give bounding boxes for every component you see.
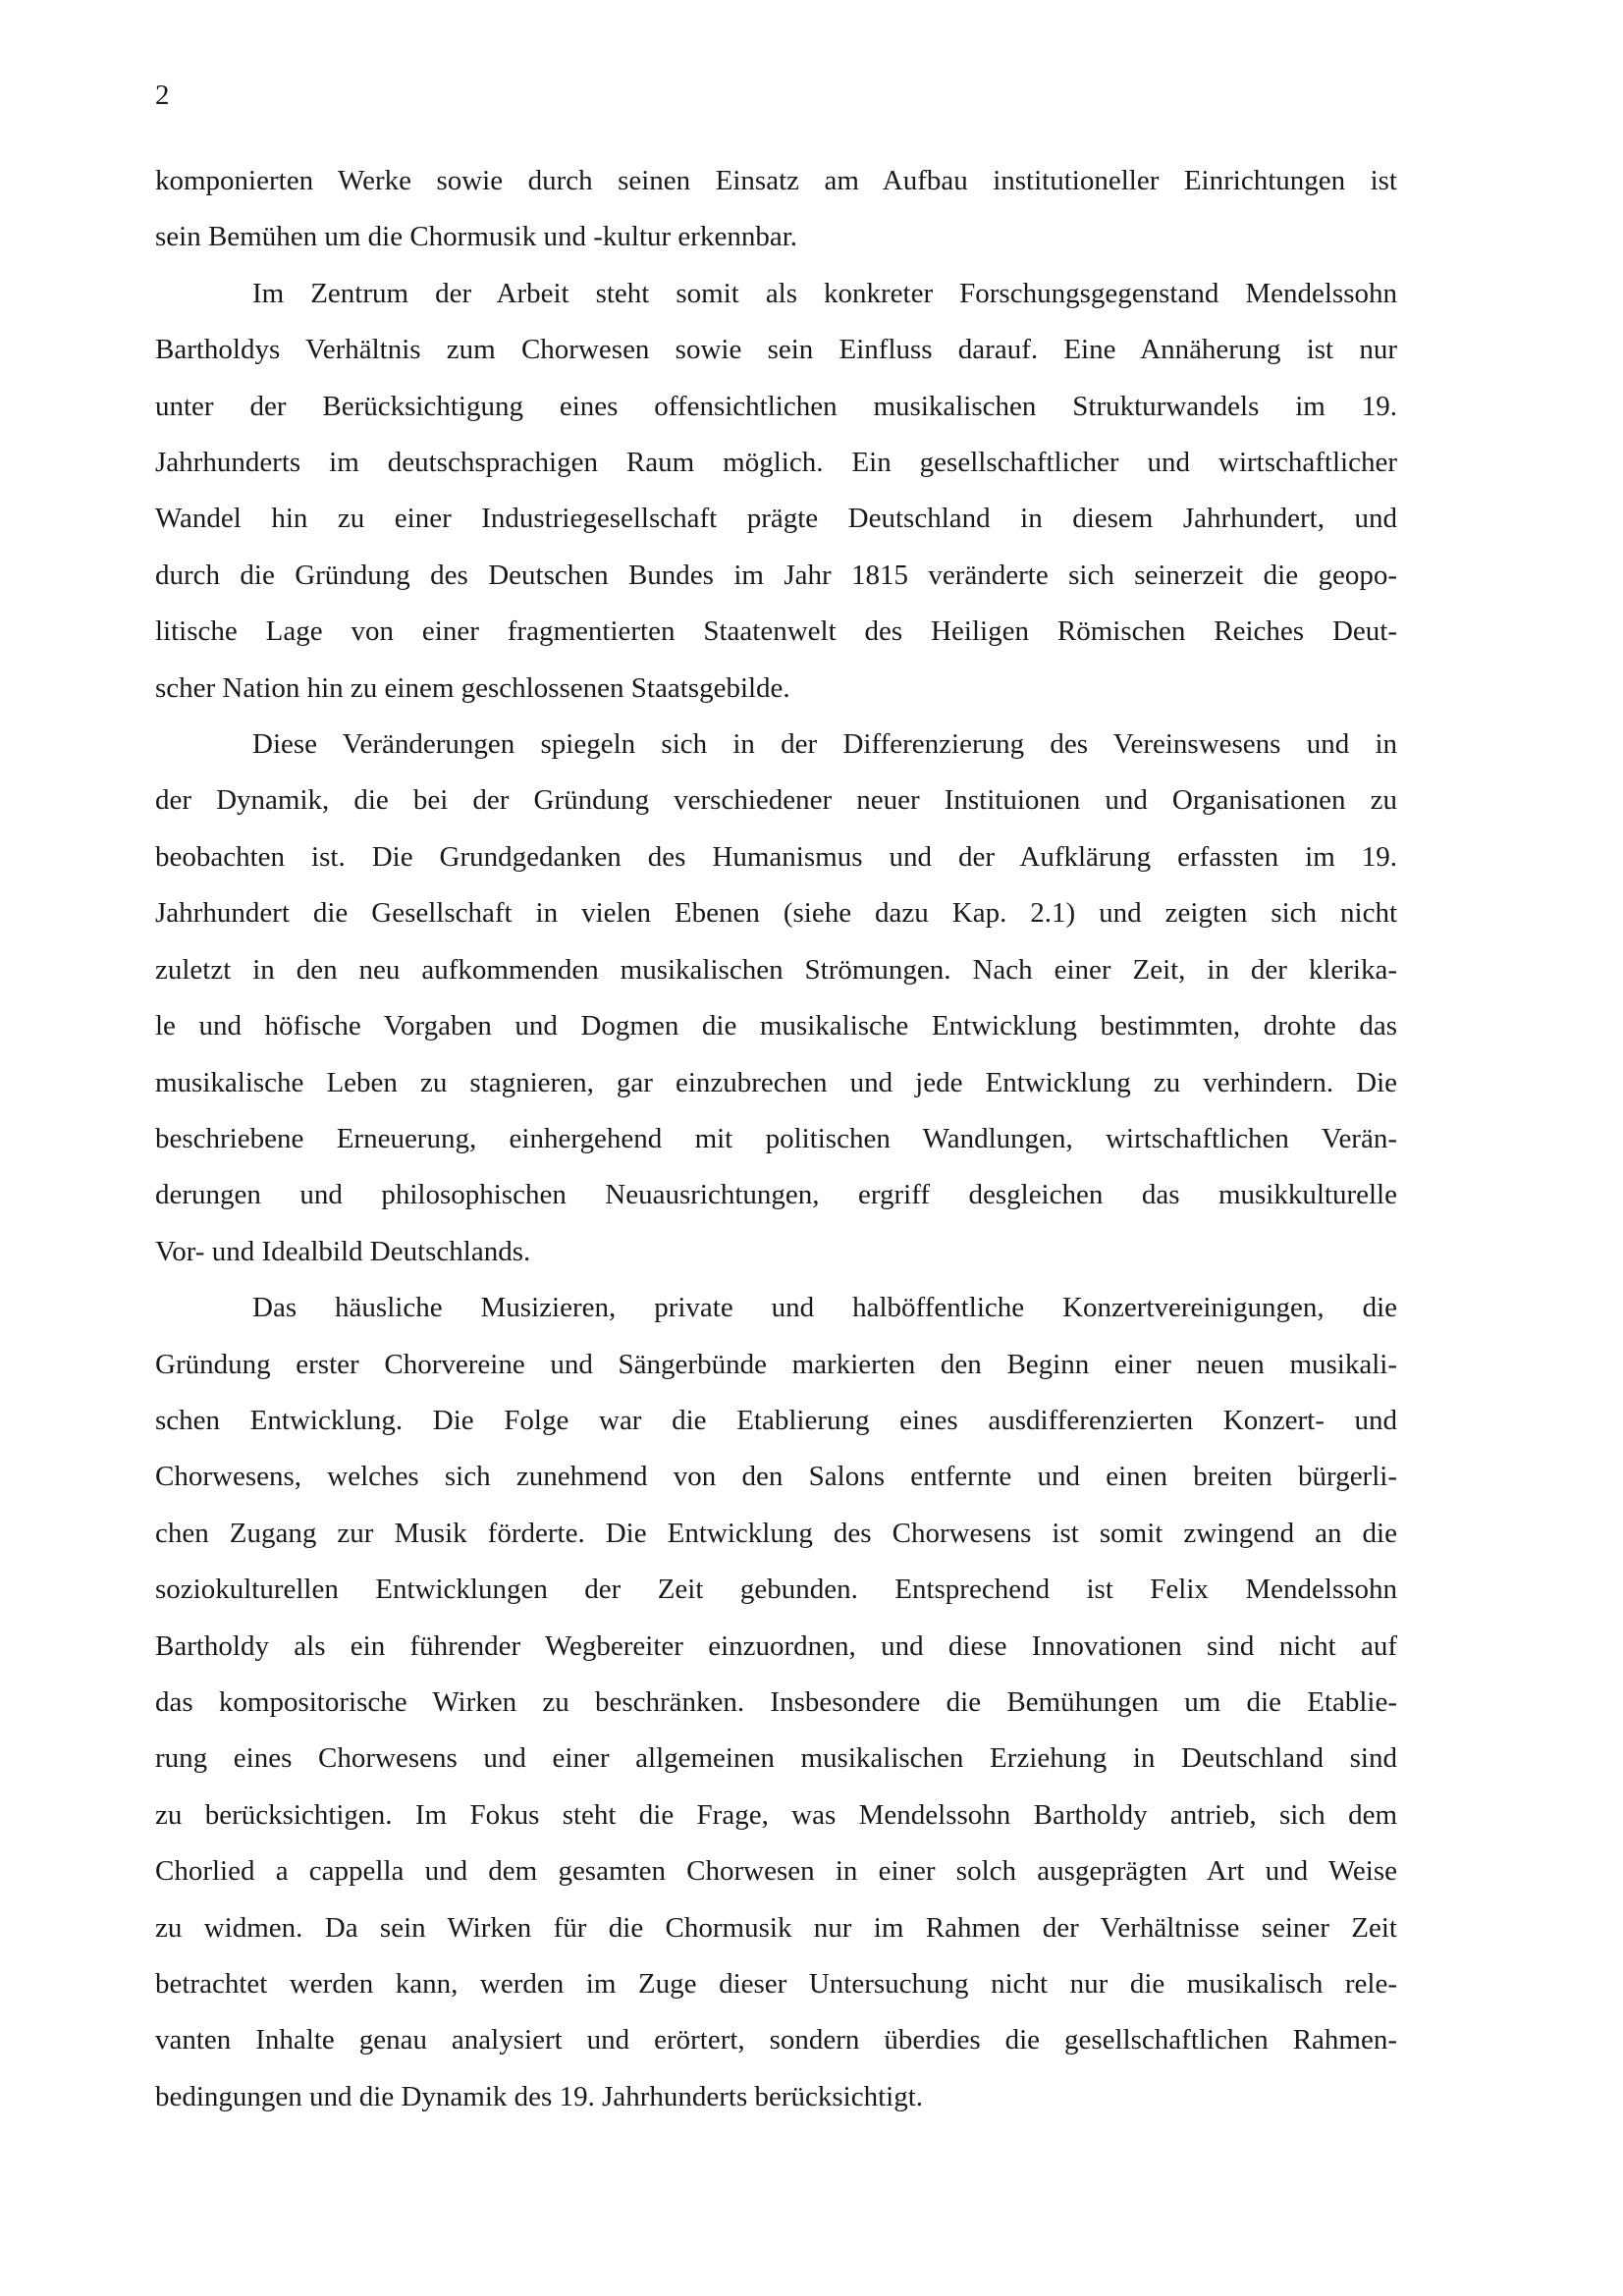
text-line: beschriebene Erneuerung, einhergehend mit politischen Wandlungen, wirtschaftlichen Verän- <box>155 1122 1397 1154</box>
text-line: bedingungen und die Dynamik des 19. Jahrhunderts berücksichtigt. <box>155 2080 924 2112</box>
text-line: der Dynamik, die bei der Gründung verschiedener neuer Instituionen und Organisationen zu <box>155 784 1397 817</box>
text-line: Chorlied a cappella und dem gesamten Chorwesen in einer solch ausgeprägten Art und Weise <box>155 1855 1397 1888</box>
text-line: Das häusliche Musizieren, private und halböffentliche Konzertvereinigungen, die <box>252 1292 1397 1324</box>
text-line: zu berücksichtigen. Im Fokus steht die Frage, was Mendelssohn Bartholdy antrieb, sich dem <box>155 1798 1397 1831</box>
text-line: Bartholdys Verhältnis zum Chorwesen sowie sein Einfluss darauf. Eine Annäherung ist nur <box>155 334 1397 366</box>
text-line: derungen und philosophischen Neuausrichtungen, ergriff desgleichen das musikkulturelle <box>155 1179 1397 1211</box>
text-line: betrachtet werden kann, werden im Zuge dieser Untersuchung nicht nur die musikalisch rele- <box>155 1968 1397 2000</box>
text-line: Bartholdy als ein führender Wegbereiter einzuordnen, und diese Innovationen sind nicht auf <box>155 1629 1397 1662</box>
text-line: litische Lage von einer fragmentierten Staatenwelt des Heiligen Römischen Reiches Deut- <box>155 615 1397 648</box>
text-line: scher Nation hin zu einem geschlossenen Staatsgebilde. <box>155 671 790 704</box>
text-line: Gründung erster Chorvereine und Sängerbünde markierten den Beginn einer neuen musikali- <box>155 1348 1397 1380</box>
text-line: zuletzt in den neu aufkommenden musikalischen Strömungen. Nach einer Zeit, in der klerika- <box>155 953 1397 986</box>
body-text <box>155 153 1397 2125</box>
text-line: vanten Inhalte genau analysiert und erörtert, sondern überdies die gesellschaftlichen Rahmen- <box>155 2024 1397 2056</box>
text-line: schen Entwicklung. Die Folge war die Etablierung eines ausdifferenzierten Konzert- und <box>155 1404 1397 1436</box>
text-line: Jahrhunderts im deutschsprachigen Raum möglich. Ein gesellschaftlicher und wirtschaftlicher <box>155 447 1397 479</box>
paragraph-4 <box>155 1280 1397 2125</box>
text-line: komponierten Werke sowie durch seinen Einsatz am Aufbau institutioneller Einrichtungen ist <box>155 165 1397 196</box>
text-line: beobachten ist. Die Grundgedanken des Humanismus und der Aufklärung erfassten im 19. <box>155 840 1397 873</box>
paragraph-1 <box>155 153 1397 266</box>
paragraph-3 <box>155 717 1397 1280</box>
text-line: Chorwesens, welches sich zunehmend von den Salons entfernte und einen breiten bürgerli- <box>155 1461 1397 1493</box>
text-line: Im Zentrum der Arbeit steht somit als konkreter Forschungsgegenstand Mendelssohn <box>252 277 1397 309</box>
text-line: rung eines Chorwesens und einer allgemeinen musikalischen Erziehung in Deutschland sind <box>155 1742 1397 1775</box>
text-line: zu widmen. Da sein Wirken für die Chormusik nur im Rahmen der Verhältnisse seiner Zeit <box>155 1911 1397 1944</box>
text-line: le und höfische Vorgaben und Dogmen die musikalische Entwicklung bestimmten, drohte das <box>155 1010 1397 1042</box>
text-line: Wandel hin zu einer Industriegesellschaft prägte Deutschland in diesem Jahrhundert, und <box>155 503 1397 535</box>
text-line: musikalische Leben zu stagnieren, gar einzubrechen und jede Entwicklung zu verhindern. Die <box>155 1066 1397 1098</box>
text-line: Vor- und Idealbild Deutschlands. <box>155 1235 531 1267</box>
text-line: das kompositorische Wirken zu beschränken. Insbesondere die Bemühungen um die Etablie- <box>155 1685 1397 1718</box>
text-line: unter der Berücksichtigung eines offensichtlichen musikalischen Strukturwandels im 19. <box>155 390 1397 422</box>
text-line: Diese Veränderungen spiegeln sich in der Differenzierung des Vereinswesens und in <box>252 728 1397 761</box>
page-number: 2 <box>155 80 170 111</box>
text-line: chen Zugang zur Musik förderte. Die Entwicklung des Chorwesens ist somit zwingend an die <box>155 1517 1397 1549</box>
paragraph-2 <box>155 266 1397 717</box>
text-line: durch die Gründung des Deutschen Bundes im Jahr 1815 veränderte sich seinerzeit die geopo- <box>155 559 1397 591</box>
text-line: Jahrhundert die Gesellschaft in vielen Ebenen (siehe dazu Kap. 2.1) und zeigten sich nicht <box>155 897 1397 930</box>
text-line: soziokulturellen Entwicklungen der Zeit gebunden. Entsprechend ist Felix Mendelssohn <box>155 1574 1397 1606</box>
text-line: sein Bemühen um die Chormusik und -kultur erkennbar. <box>155 221 798 253</box>
